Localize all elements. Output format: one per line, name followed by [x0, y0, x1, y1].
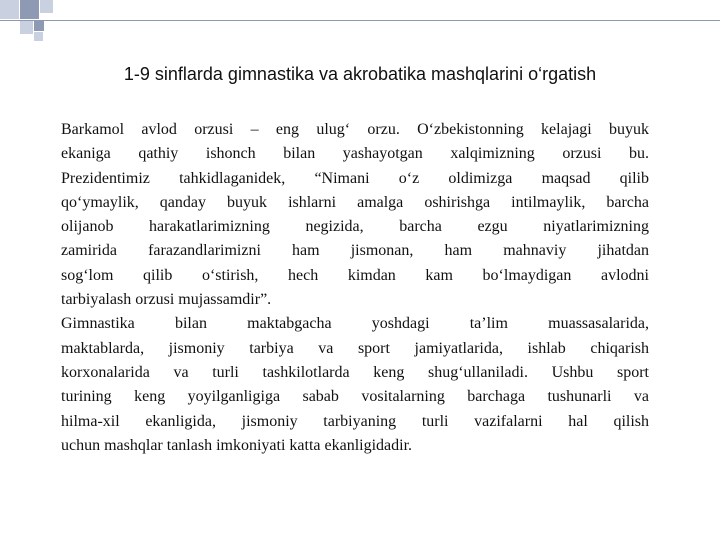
text-line: qo‘ymaylik, qanday buyuk ishlarni amalga oshirishga intilmaylik, barcha: [61, 193, 649, 211]
slide-title: 1-9 sinflarda gimnastika va akrobatika mashqlarini o‘rgatish: [123, 64, 597, 84]
text-line: Prezidentimiz tahkidlaganidek, “Nimani o‘z oldimizga maqsad qilib: [61, 169, 649, 187]
text-line: Barkamol avlod orzusi – eng ulug‘ orzu. O‘zbekistonning kelajagi buyuk: [61, 121, 649, 138]
deco-square: [0, 0, 19, 19]
header-rule: [0, 20, 720, 21]
deco-square: [34, 21, 44, 31]
text-line: maktablarda, jismoniy tarbiya va sport jamiyatlarida, ishlab chiqarish: [61, 339, 649, 357]
text-line: korxonalarida va turli tashkilotlarda keng shug‘ullaniladi. Ushbu sport: [61, 363, 649, 381]
body-text: [61, 118, 649, 458]
deco-square: [20, 0, 39, 19]
deco-square: [40, 0, 53, 13]
deco-square: [20, 21, 33, 34]
corner-decoration: [0, 0, 720, 50]
text-line: sog‘lom qilib o‘stirish, hech kimdan kam bo‘lmaydigan avlodni: [61, 266, 649, 284]
text-line: ekaniga qathiy ishonch bilan yashayotgan xalqimizning orzusi bu.: [61, 145, 649, 163]
text-line: olijanob harakatlarimizning negizida, barcha ezgu niyatlarimizning: [61, 218, 649, 236]
text-line: zamirida farazandlarimizni ham jismonan, ham mahnaviy jihatdan: [61, 242, 649, 260]
text-line: uchun mashqlar tanlash imkoniyati katta ekanligidadir.: [61, 436, 413, 454]
text-line: tarbiyalash orzusi mujassamdir”.: [61, 291, 272, 309]
text-line: turining keng yoyilganligiga sabab vositalarning barchaga tushunarli va: [61, 388, 649, 406]
text-line: hilma-xil ekanligida, jismoniy tarbiyaning turli vazifalarni hal qilish: [61, 412, 649, 430]
text-line: Gimnastika bilan maktabgacha yoshdagi ta’lim muassasalarida,: [61, 315, 649, 333]
deco-square: [34, 32, 43, 41]
